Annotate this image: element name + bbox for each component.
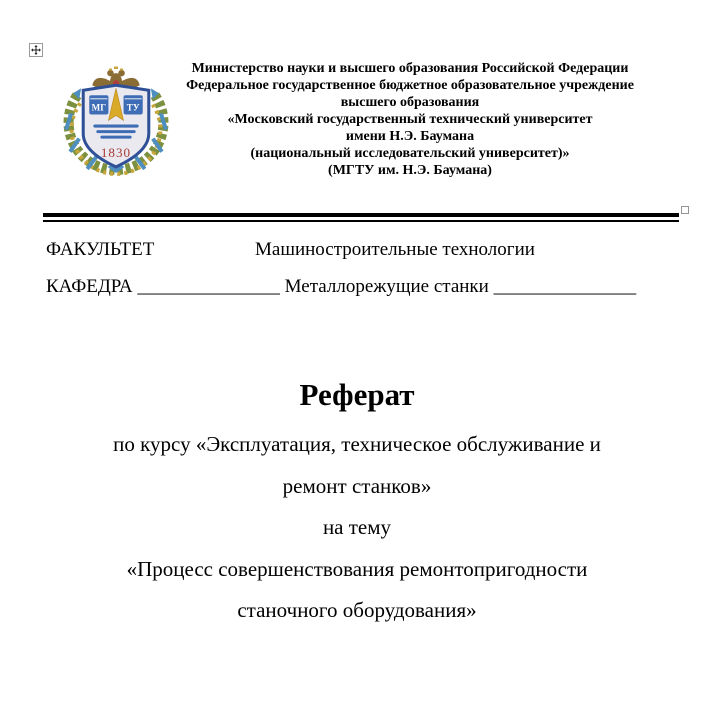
subtitle-line: ремонт станков» [282, 473, 432, 498]
subtitle-line: по курсу «Эксплуатация, техническое обслуживание и [113, 432, 601, 456]
department-row [46, 276, 636, 298]
header-line: «Московский государственный технический университет [227, 112, 593, 127]
subtitle-line: станочного оборудования» [237, 598, 477, 622]
department-label: КАФЕДРА [46, 276, 133, 297]
subtitle-line: на тему [322, 515, 392, 539]
subtitle-line: «Процесс совершенствования ремонтопригодности [126, 556, 588, 581]
header-line: Министерство науки и высшего образования Российской Федерации [191, 61, 629, 76]
faculty-value: Машиностроительные технологии [255, 239, 535, 260]
faculty-label: ФАКУЛЬТЕТ [46, 239, 155, 260]
resize-handle[interactable] [681, 206, 689, 214]
move-handle[interactable] [29, 43, 43, 57]
faculty-row [46, 239, 535, 261]
header-line: (национальный исследовательский университет)» [250, 146, 570, 161]
topic-block [30, 424, 684, 632]
header-rule [43, 213, 679, 222]
university-header [132, 60, 688, 179]
emblem-year: 1830 [100, 144, 132, 160]
department-blank-line: _______________ [493, 276, 637, 297]
header-line: имени Н.Э. Баумана [345, 129, 475, 144]
emblem-letters-mg: МГ [91, 102, 107, 113]
department-value: Металлорежущие станки [284, 276, 489, 297]
header-line: Федеральное государственное бюджетное образовательное учреждение [186, 78, 634, 93]
department-blank-line: _______________ [137, 276, 280, 297]
header-line: (МГТУ им. Н.Э. Баумана) [328, 163, 492, 178]
document-title: Реферат [299, 377, 415, 412]
emblem-letters-tu: ТУ [126, 102, 140, 113]
move-icon [31, 45, 41, 55]
header-line: высшего образования [340, 95, 480, 110]
